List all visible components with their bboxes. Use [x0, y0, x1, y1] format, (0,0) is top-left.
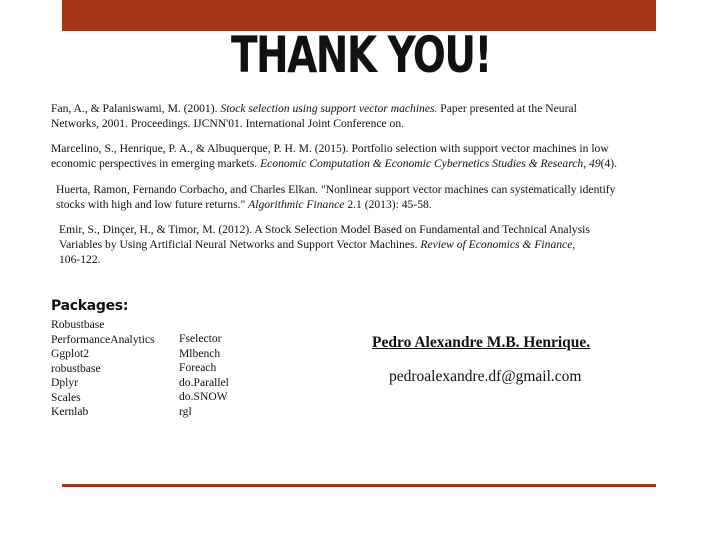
package-item: rgl: [179, 404, 192, 418]
package-item: robustbase: [51, 361, 101, 375]
slide-title: THANK YOU!: [231, 26, 491, 84]
package-item: PerformanceAnalytics: [51, 332, 155, 346]
reference-1-text: Fan, A., & Palaniswami, M. (2001).: [51, 102, 221, 115]
package-item: Scales: [51, 390, 81, 404]
packages-heading: Packages:: [51, 298, 129, 314]
packages-list-column-2: [179, 332, 229, 419]
reference-1: [51, 101, 611, 131]
package-item: Mlbench: [179, 346, 221, 360]
reference-2: [51, 141, 651, 171]
package-item: do.SNOW: [179, 390, 228, 403]
bottom-accent-rule: [62, 484, 656, 487]
author-name: Pedro Alexandre M.B. Henrique.: [372, 334, 591, 351]
reference-4: [59, 222, 599, 267]
package-item: do.Parallel: [179, 375, 229, 389]
reference-4-text: Emir, S., Dinçer, H., & Timor, M. (2012). A Stock Selection Model Based on Fundamental and Technical Analysis Variables by Using Artificial Neural Networks and Support Vector Machines.: [59, 223, 590, 251]
reference-1-italic: Stock selection using support vector machines.: [220, 102, 438, 115]
reference-2-text: Marcelino, S., Henrique, P. A., & Albuquerque, P. H. M. (2015). Portfolio selection with support vector machines in low economic perspectives in emerging markets.: [51, 142, 609, 170]
reference-4-tail: , 106-122.: [59, 238, 576, 266]
reference-2-italic: Economic Computation & Economic Cybernetics Studies & Research, 49: [260, 157, 601, 170]
package-item: Foreach: [179, 361, 217, 374]
reference-4-italic: Review of Economics & Finance: [420, 238, 573, 251]
package-item: Dplyr: [51, 376, 79, 389]
reference-3-italic: Algorithmic Finance: [248, 198, 345, 211]
reference-3-text: Huerta, Ramon, Fernando Corbacho, and Charles Elkan. "Nonlinear support vector machines can systematically identify stocks with high and low future returns.": [56, 183, 616, 211]
package-item: Kernlab: [51, 405, 89, 418]
reference-2-tail: (4).: [600, 157, 618, 170]
packages-list-column-1: [51, 318, 155, 420]
package-item: Robustbase: [51, 318, 105, 331]
package-item: Ggplot2: [51, 347, 90, 360]
author-email[interactable]: pedroalexandre.df@gmail.com: [389, 368, 582, 385]
reference-1-tail: Paper presented at the Neural Networks, 2001. Proceedings. IJCNN'01. International Joint Conference on.: [51, 102, 577, 130]
reference-3-tail: 2.1 (2013): 45-58.: [344, 198, 432, 211]
package-item: Fselector: [179, 332, 222, 345]
reference-3: [56, 182, 636, 212]
